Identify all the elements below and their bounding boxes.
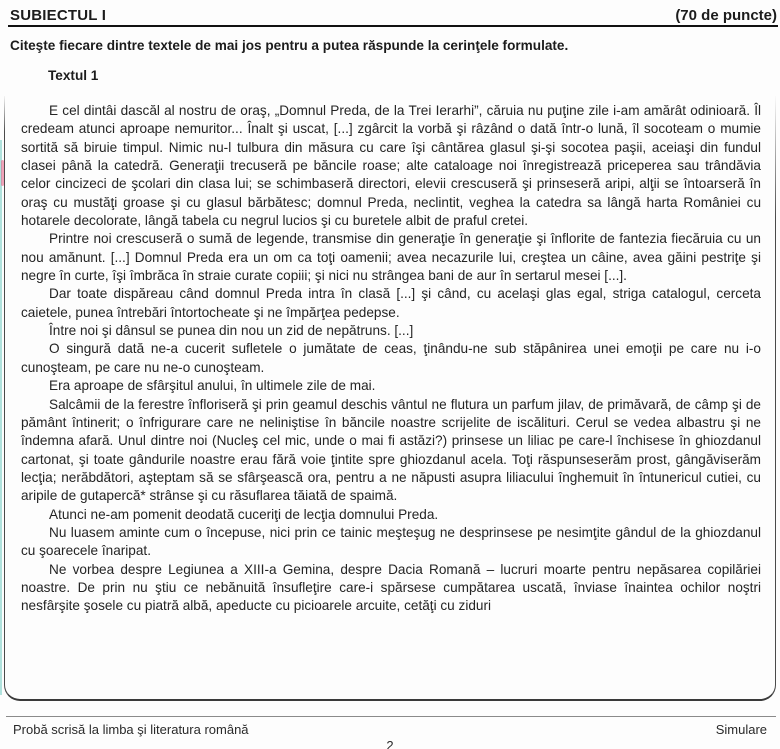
header-rule [8,25,778,27]
text1-box [4,96,776,701]
text-paragraph: Era aproape de sfârşitul anului, în ultimele zile de mai. [49,378,376,394]
scan-artifact-mark [1,160,4,186]
text-paragraph: Atunci ne-am pomenit deodată cuceriţi de lecţia domnului Preda. [49,506,439,522]
text-paragraph: O singură dată ne-a cucerit sufletele o jumătate de ceas, ţinându-ne sub stăpânirea unei emoţii pe care nu i-o cunoşteam, pe care nu ne-o cunoşteam. [21,341,761,375]
text-paragraph: Între noi şi dânsul se punea din nou un zid de nepătruns. [...] [49,323,414,339]
text1-label: Textul 1 [48,68,99,83]
text-paragraph: Nu luasem aminte cum o începuse, nici prin ce tainic meşteşug ne desprinsese pe nesimţite gândul de la ghiozdanul cu şoarecele înaripat. [21,524,761,559]
border-fade-left [3,94,8,132]
border-fade-right [772,94,777,218]
footer-rule [6,716,776,717]
subject-title: SUBIECTUL I [10,7,107,24]
text-paragraph: Ne vorbea despre Legiunea a XIII-a Gemina, despre Dacia Romană – lucruri moarte pentru nepăsarea copilăriei noastre. De prin nu ştiu ce nebănuită însufleţire care-i spărsese cumpătarea uscată, înviase înaintea ochilor noştri nesfârşite şosele cu piatră albă, apeducte cu picioarele arcuite, cetăţi cu ziduri [21,561,761,614]
text-paragraph: Dar toate dispăreau când domnul Preda intra în clasă [...] şi când, cu acelaşi glas egal, striga catalogul, cerceta caietele, punea întrebări întortocheate şi ne împărţea pedepse. [21,286,761,320]
footer-session-name: Simulare [715,722,767,737]
instruction-text: Citeşte fiecare dintre textele de mai jos pentru a putea răspunde la cerinţele formulate. [10,38,569,53]
scan-artifact-line [0,140,2,695]
text-paragraph: Salcâmii de la ferestre înfloriseră şi prin geamul deschis vântul ne flutura un parfum jilav, de primăvară, de câmp şi de pământ întinerit; o înfrigurare care ne neliniştise în băncile noastre scrijelite de iscălituri. Cerul se vedea albastru şi ne îndemna afară. Unul dintre noi (Nucleş cel mic, unde o mai fi astăzi?) prinsese un liliac pe care-l închisese în ghiozdanul cartonat, şi toate gândurile noastre erau fără voie ţintite spre ghiozdanul acela. Toţi răspunseserăm prost, gângăviserăm lecţia; nerăbdători, aşteptam să se sfârşească ora, pentru a ne năpusti asupra liliacului înghemuit în întunericul cutiei, cu aripile de gutapercă* strânse şi cu răsuflarea tăiată de spaimă. [21,396,761,504]
text-paragraph: E cel dintâi dascăl al nostru de oraş, „Domnul Preda, de la Trei Ierarhi”, căruia nu puţine zile i-am amărât odinioară. Îl credeam atunci aproape nemuritor... Înalt şi uscat, [...] zgârcit la vorbă şi râzând o dată într-o lună, îl socoteam o mumie sortită să biruie timpul. Nimic nu-l tulbura din măsura cu care îşi cântărea glasul şi-şi socotea paşii, aceiaşi din fundul clasei până la catedră. Generaţii trecuseră pe băncile roase; alte cataloage noi înregistrează priceperea sau trândăvia celor cincizeci de şcolari din clasa lui; se schimbaseră directori, elevii crescuseră şi prinseseră aripi, alţii se întoarseră în oraş cu mustăţi groase şi cu glasul bărbătesc; domnul Preda, neclintit, veghea la catedra sa lângă harta României cu hotarele decolorate, lângă tabela cu negrul lucios şi cu buretele albit de praful cretei. [21,103,761,229]
text-paragraph: Printre noi crescuseră o sumă de legende, transmise din generaţie în generaţie şi înflorite de fantezia fiecăruia cu un nou amănunt. [...] Domnul Preda era un om ca toţi oamenii; avea necazurile lui, creştea un câine, avea găini pestriţe şi negre în curte, îşi îmbrăca în straie curate copiii; şi nici nu strângea bani de aur în sertarul mesei [...]. [21,231,761,284]
page-number: 2 [386,738,394,749]
footer-exam-name: Probă scrisă la limba şi literatura română [13,722,249,737]
points-label: (70 de puncte) [675,7,777,24]
